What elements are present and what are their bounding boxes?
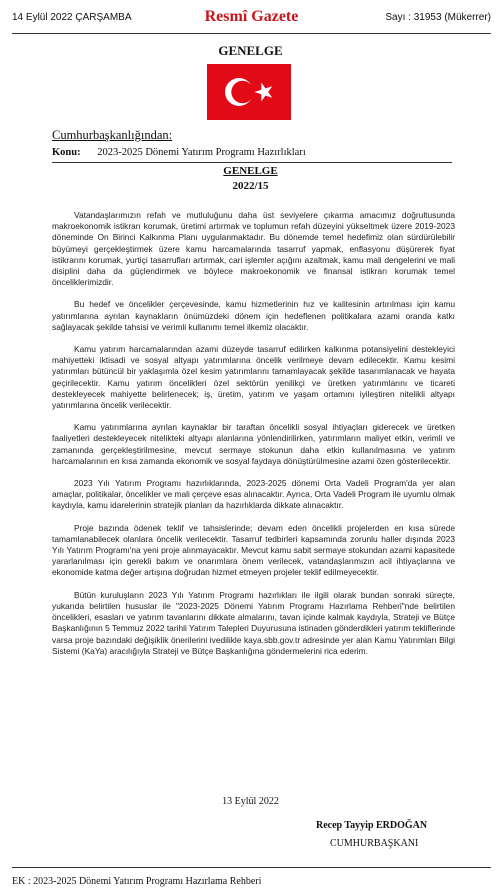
attachment-note: EK : 2023-2025 Dönemi Yatırım Programı Hazırlama Rehberi [12, 876, 262, 887]
body-paragraph: 2023 Yılı Yatırım Programı hazırlıklarında, 2023-2025 dönemi Orta Vadeli Program'da yer alan amaçlar, politikalar, öncelikler ve mali çerçeve esas alınacaktır. Ayrıca, Orta Vadeli Program ile uyumlu olmak kaydıyla, kamu idarelerinin stratejik planları da hazırlıklarda dikkate alınacaktır. [52, 478, 455, 511]
circular-title: GENELGE [223, 165, 278, 177]
issuing-authority: Cumhurbaşkanlığından: [52, 128, 173, 142]
gazette-title: Resmî Gazete [204, 8, 299, 25]
circular-body [52, 210, 455, 668]
document-heading: GENELGE [218, 43, 283, 58]
signing-date: 13 Eylül 2022 [222, 796, 279, 807]
body-paragraph: Proje bazında ödenek teklif ve tahsislerinde; devam eden öncelikli projelerden en kısa sürede tamamlanabilecek olanlara öncelik verilecektir. Tasarruf tedbirleri kapsamında zorunlu haller dışında 2023 Yılı Yatırım Programı'na yeni proje alınmayacaktır. Mevcut kamu sabit sermaye stokundan azami kapasitede yararlanılması için gerekli bakım ve onarımlara önem verilecek, vatandaşlarımızın acil ihtiyaçlarına ve ekonomide katma değer artışına doğrudan hizmet etmeyen projeler teklif edilmeyecektir. [52, 522, 455, 578]
body-paragraph: Bu hedef ve öncelikler çerçevesinde, kamu hizmetlerinin hız ve kalitesinin artırılması için kamu yatırımlarına ayrılan kaynakların önümüzdeki dönem için hedeflenen politikalara azami oranda katkı sağlayacak şekilde tahsisi ve verimli kullanımı temel ilkemiz olacaktır. [52, 299, 455, 332]
body-paragraph: Vatandaşlarımızın refah ve mutluluğunu daha üst seviyelere çıkarma amacımız doğrultusunda makroekonomik istikrarı korumak, üretimi artırmak ve toplumun refah düzeyini yükseltmek üzere 2019-2023 döneminde On Birinci Kalkınma Planı uygulanmaktadır. Bu dönemde temel hedefimiz olan sürdürülebilir büyümeyi gerçekleştirmek üzere kamu harcamalarında tasarruf yapmak, enflasyonu düşürerek fiyat istikrarını korumak, yurtiçi tasarrufları artırmak, cari işlemler açığını azaltmak, kamu mali dengelerini ve mali disiplini daha da güçlendirmek ve böylece makroekonomik ve finansal istikrarı korumak temel önceliklerimizdir. [52, 210, 455, 288]
body-paragraph: Kamu yatırımlarına ayrılan kaynaklar bir taraftan öncelikli sosyal ihtiyaçları giderecek ve üretken faaliyetleri destekleyecek nitelikteki altyapı alanlarına yönlendirilirken, yatırımların maliyet etkin, verimli ve zamanında gerçekleştirilmesine, mevcut sermaye stokunun daha etkin kullanılmasına ve yatırım harcamalarının en kısa zamanda ekonomik ve sosyal faydaya dönüştürülmesine azami özen gösterilecektir. [52, 422, 455, 466]
issue-date: 14 Eylül 2022 ÇARŞAMBA [12, 12, 132, 23]
subject-divider [52, 162, 452, 163]
circular-number: 2022/15 [232, 180, 269, 192]
body-paragraph: Kamu yatırım harcamalarından azami düzeyde tasarruf edilirken kalkınma potansiyelini destekleyici mahiyetteki iktisadi ve sosyal altyapı yatırımlarına öncelik verilmeye devam edilecektir. Kamu kesimi yatırımları bütüncül bir yaklaşımla özel kesim yatırımlarını tamamlayacak şekilde tasarımlanacak ve hayata geçirilecektir. Kamu yatırım öncelikleri özel sektörün yenilikçi ve üretken yatırımlarını ve ticareti destekleyecek mahiyette belirlenecek; iş, üretim, yatırım ve yaşam ortamını iyileştiren nitelikli altyapı yatırımlarına öncelik verilecektir. [52, 344, 455, 411]
subject-line [52, 147, 306, 158]
subject-label: Konu: [52, 147, 81, 158]
turkish-flag-icon [207, 64, 291, 120]
masthead-divider [12, 33, 491, 34]
subject-text: 2023-2025 Dönemi Yatırım Programı Hazırlıkları [97, 147, 306, 158]
signer-name: Recep Tayyip ERDOĞAN [316, 820, 428, 831]
body-paragraph: Bütün kuruluşların 2023 Yılı Yatırım Programı hazırlıkları ile ilgili olarak bundan sonraki süreçte, yukarıda belirtilen hususlar ile "2023-2025 Dönemi Yatırım Programı Hazırlama Rehberi"nde belirtilen öncelikleri, esasları ve yatırım tavanlarını dikkate almalarını, tavan içinde kalmak kaydıyla, Strateji ve Bütçe Başkanlığının 5 Temmuz 2022 tarihli Yatırım Talepleri Duyurusuna istinaden gönderdikleri yatırım tekliflerinde varsa proje bazındaki değişiklik önerilerini ivedilikle kaya.sbb.gov.tr adresinde yer alan Kamu Yatırımları Bilgi Sistemi (KaYa) aracılığıyla Strateji ve Bütçe Başkanlığına göndermelerini rica ederim. [52, 589, 455, 656]
issue-number: Sayı : 31953 (Mükerrer) [385, 12, 491, 23]
masthead [12, 8, 491, 32]
footer-divider [12, 867, 491, 868]
signer-title: CUMHURBAŞKANI [330, 838, 419, 849]
